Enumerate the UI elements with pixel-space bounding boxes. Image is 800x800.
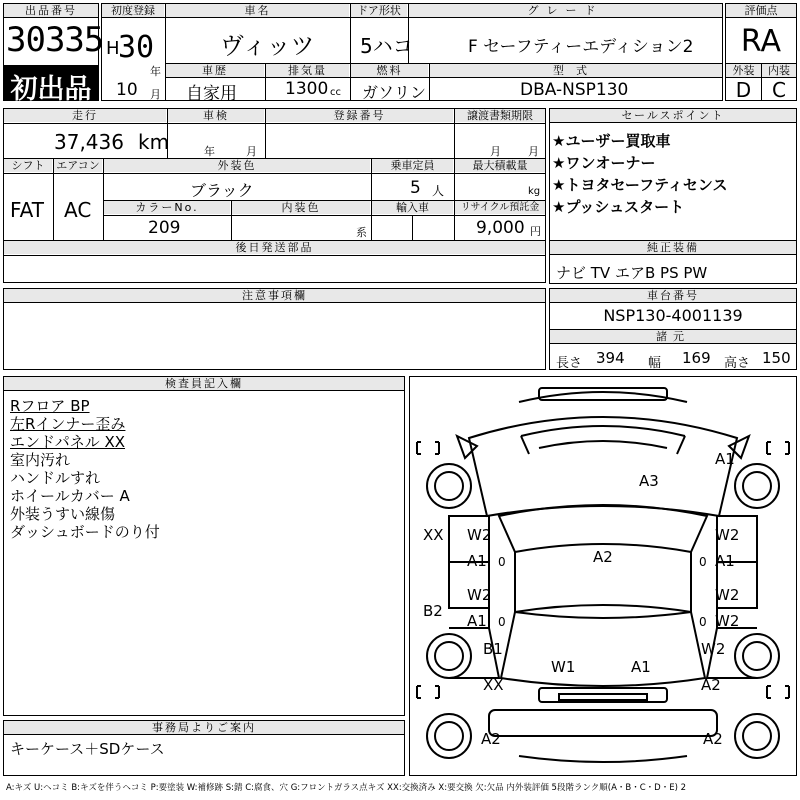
mileage: 37,436 [54,130,124,154]
grade-label: グレード [409,4,722,18]
mark-xx-left-rear-bottom: XX [483,676,504,694]
transfer-month-unit: 月 [490,145,501,158]
shift: FAT [10,198,45,222]
mark-w1-rear-glass: W1 [551,658,576,676]
equipment: ナビ TV エアB PS PW [556,264,708,282]
height-label: 高さ [724,356,751,371]
grade: F セーフティーエディション2 [468,37,694,57]
inspection-month-unit: 月 [246,145,257,158]
displacement-unit: cc [330,87,341,98]
reg-number-label: 登録番号 [266,109,453,122]
import-label: 輸入車 [372,201,453,214]
door-label: ドア形状 [351,4,407,18]
transfer-day-unit: 月 [528,145,539,158]
recycle-unit: 円 [530,225,541,238]
height: 150 [762,349,791,367]
mark-xx-front-left: XX [423,526,444,544]
exterior-grade: D [735,78,752,102]
mark-w2-left-rear-top: W2 [467,586,492,604]
mark-a2-right-rear-bottom: A2 [701,676,721,694]
mark-a1-left-front: A1 [467,552,487,570]
office-text: キーケース＋SDケース [10,740,165,758]
mark-zero-left-rear: 0 [498,615,506,629]
length: 394 [596,349,625,367]
mark-a1-rear-glass: A1 [631,658,651,676]
mileage-label: 走行 [4,109,166,122]
car-name-label: 車名 [166,4,349,18]
car-diagram [409,376,797,776]
inspector-note-7: 外装うすい線傷 [10,505,116,523]
max-load-label: 最大積載量 [455,159,545,172]
reg-year-unit: 年 [150,65,161,78]
mark-w2-right-front-top: W2 [715,526,740,544]
lot-number: 30335 [6,20,104,60]
chassis-number: NSP130-4001139 [603,306,743,325]
width-label: 幅 [648,356,662,371]
mark-w2-left-front-top: W2 [467,526,492,544]
color-no-label: カラーNo. [104,201,230,214]
score: RA [740,24,782,59]
reg-month-unit: 月 [150,88,161,101]
sales-point-3: ★トヨタセーフティセンス [552,176,728,194]
door: 5ハコ [360,34,413,58]
interior-label: 内装 [762,64,796,77]
width: 169 [682,349,711,367]
length-label: 長さ [556,356,583,371]
color-no: 209 [148,218,181,238]
mark-b1-left-rear: B1 [483,640,503,658]
interior-color-label: 内装色 [232,201,370,214]
inspector-note-8: ダッシュボードのり付 [10,523,160,541]
inspector-note-6: ホイールカバー A [10,487,130,505]
displacement-label: 排気量 [266,64,349,77]
mark-a3-roof: A3 [639,472,659,490]
legend: A:キズ U:ヘコミ B:キズを伴うヘコミ P:要塗装 W:補修跡 S:錆 C:腐食、穴 G:フロントガラス点キズ XX:交換済み X:要交換 欠:欠品 内外装評価 5段階ランク順(A・B・C・D・E) 2 [6,783,687,793]
sales-point-4: ★プッシュスタート [552,198,685,216]
history: 自家用 [186,84,237,104]
mark-w2-right-rear-fender: W2 [701,640,726,658]
reg-year: 30 [118,30,155,65]
mark-a1-front-right: A1 [715,450,735,468]
fuel-label: 燃料 [351,64,428,77]
capacity: 5 [410,178,421,198]
mark-a1-right-front: A1 [715,552,735,570]
equipment-label: 純正装備 [550,241,796,255]
inspection-year-unit: 年 [204,145,215,158]
inspector-note-2: 左Rインナー歪み [10,415,126,433]
first-listing-text: 初出品 [10,74,92,105]
first-reg-label: 初度登録 [102,4,164,18]
history-label: 車歴 [166,64,264,77]
mark-zero-right-front: 0 [699,555,707,569]
model-code: DBA-NSP130 [520,80,629,100]
mileage-unit: km [138,130,170,154]
inspection-label: 車検 [168,109,264,122]
mark-w2-right-rear-top: W2 [715,586,740,604]
later-parts-label: 後日発送部品 [4,241,545,254]
dims-label: 諸元 [550,330,796,344]
score-label: 評価点 [726,4,796,18]
color-label: 外装色 [104,159,370,172]
recycle-label: リサイクル預託金 [455,201,545,214]
inspector-note-5: ハンドルすれ [10,469,101,487]
office-label: 事務局よりご案内 [4,721,404,735]
model-code-label: 型式 [430,64,722,77]
exterior-label: 外装 [726,64,761,77]
sales-points-label: セールスポイント [550,109,796,123]
capacity-unit: 人 [432,184,445,198]
reg-month: 10 [116,80,138,100]
mark-b2-left: B2 [423,602,443,620]
fuel: ガソリン [362,83,427,102]
mark-zero-right-rear: 0 [699,615,707,629]
sales-point-2: ★ワンオーナー [552,154,656,172]
color: ブラック [190,181,254,200]
inspector-note-4: 室内汚れ [10,451,71,469]
max-load-unit: kg [528,186,541,197]
shift-label: シフト [4,159,52,172]
era-prefix: H [106,38,120,59]
mark-a2-rear-bumper-right: A2 [703,730,723,748]
inspector-label: 検査員記入欄 [4,377,404,391]
inspector-note-1: Rフロア BP [10,397,90,415]
displacement: 1300 [285,79,329,99]
mark-w2-right-rear: W2 [715,612,740,630]
mark-a1-left-rear: A1 [467,612,487,630]
inspector-note-3: エンドパネル XX [10,433,126,451]
interior-grade: C [772,78,786,102]
sales-point-1: ★ユーザー買取車 [552,132,671,150]
recycle: 9,000 [476,218,525,238]
ac-label: エアコン [54,159,102,172]
car-name: ヴィッツ [220,32,315,60]
capacity-label: 乗車定員 [372,159,453,172]
ac: AC [64,198,92,222]
mark-a2-center: A2 [593,548,613,566]
interior-color-unit: 系 [356,226,367,239]
notes-label: 注意事項欄 [4,289,545,303]
lot-number-label: 出品番号 [4,4,98,18]
mark-zero-left-front: 0 [498,555,506,569]
mark-a2-rear-bumper-left: A2 [481,730,501,748]
chassis-label: 車台番号 [550,289,796,303]
transfer-label: 譲渡書類期限 [455,109,545,122]
